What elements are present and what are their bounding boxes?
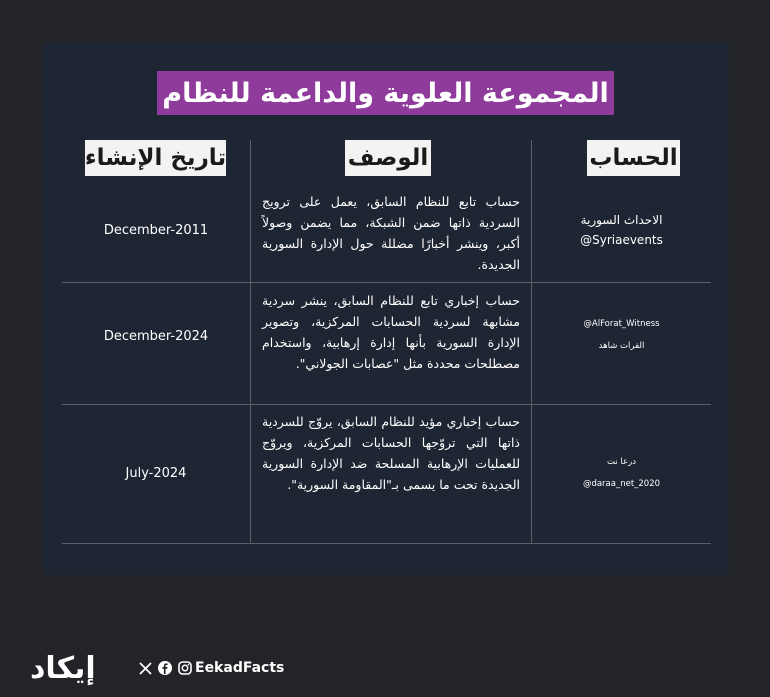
table-row-description: حساب تابع للنظام السابق، يعمل على ترويج السردية ذاتها ضمن الشبكة، مما يضمن وصولاً أكبر، وينشر أخبارًا مضللة حول الإدارة السورية الجديدة. (262, 194, 520, 272)
account-name: درعا نت (607, 457, 636, 467)
account-handle[interactable]: @daraa_net_2020 (582, 479, 661, 489)
account-name: الفرات شاهد (598, 341, 645, 351)
header-creation-date: تاريخ الإنشاء (85, 140, 226, 176)
instagram-icon[interactable] (178, 661, 192, 675)
table-row-date: July-2024 (125, 465, 187, 481)
header-description: الوصف (345, 140, 431, 176)
column-divider (250, 140, 251, 544)
table-row-description: حساب إخباري مؤيد للنظام السابق، يروّج للسردية ذاتها التي تروّجها الحسابات المركزية، ويروّج للعمليات الإرهابية المسلحة ضد الإدارة السورية الجديدة تحت ما يسمى بـ"المقاومة السورية". (262, 414, 520, 492)
table-row-description: حساب إخباري تابع للنظام السابق، ينشر سردية مشابهة لسردية الحسابات المركزية، وتصوير الإدارة السورية بأنها إدارة إرهابية، واستخدام مصطلحات محددة مثل "عصابات الجولاني". (262, 293, 520, 371)
facebook-icon[interactable] (158, 661, 172, 675)
eekad-logo: إيكاد (30, 650, 96, 686)
social-icons (139, 653, 192, 683)
page-title: المجموعة العلوية والداعمة للنظام (157, 71, 614, 115)
table-row-account (532, 305, 711, 365)
account-handle[interactable]: @Syriaevents (580, 233, 663, 247)
row-divider (62, 543, 711, 544)
footer-handle[interactable]: EekadFacts (195, 660, 285, 676)
table-row-date: December-2024 (103, 328, 209, 344)
x-icon[interactable] (139, 662, 152, 675)
account-name: الاحداث السورية (580, 213, 663, 227)
account-handle[interactable]: @AlForat_Witness (583, 319, 660, 329)
table-row-account (532, 443, 711, 503)
row-divider (62, 282, 711, 283)
header-account: الحساب (587, 140, 680, 176)
table-row-date: December-2011 (103, 222, 209, 238)
row-divider (62, 404, 711, 405)
table-row-account (532, 195, 711, 265)
